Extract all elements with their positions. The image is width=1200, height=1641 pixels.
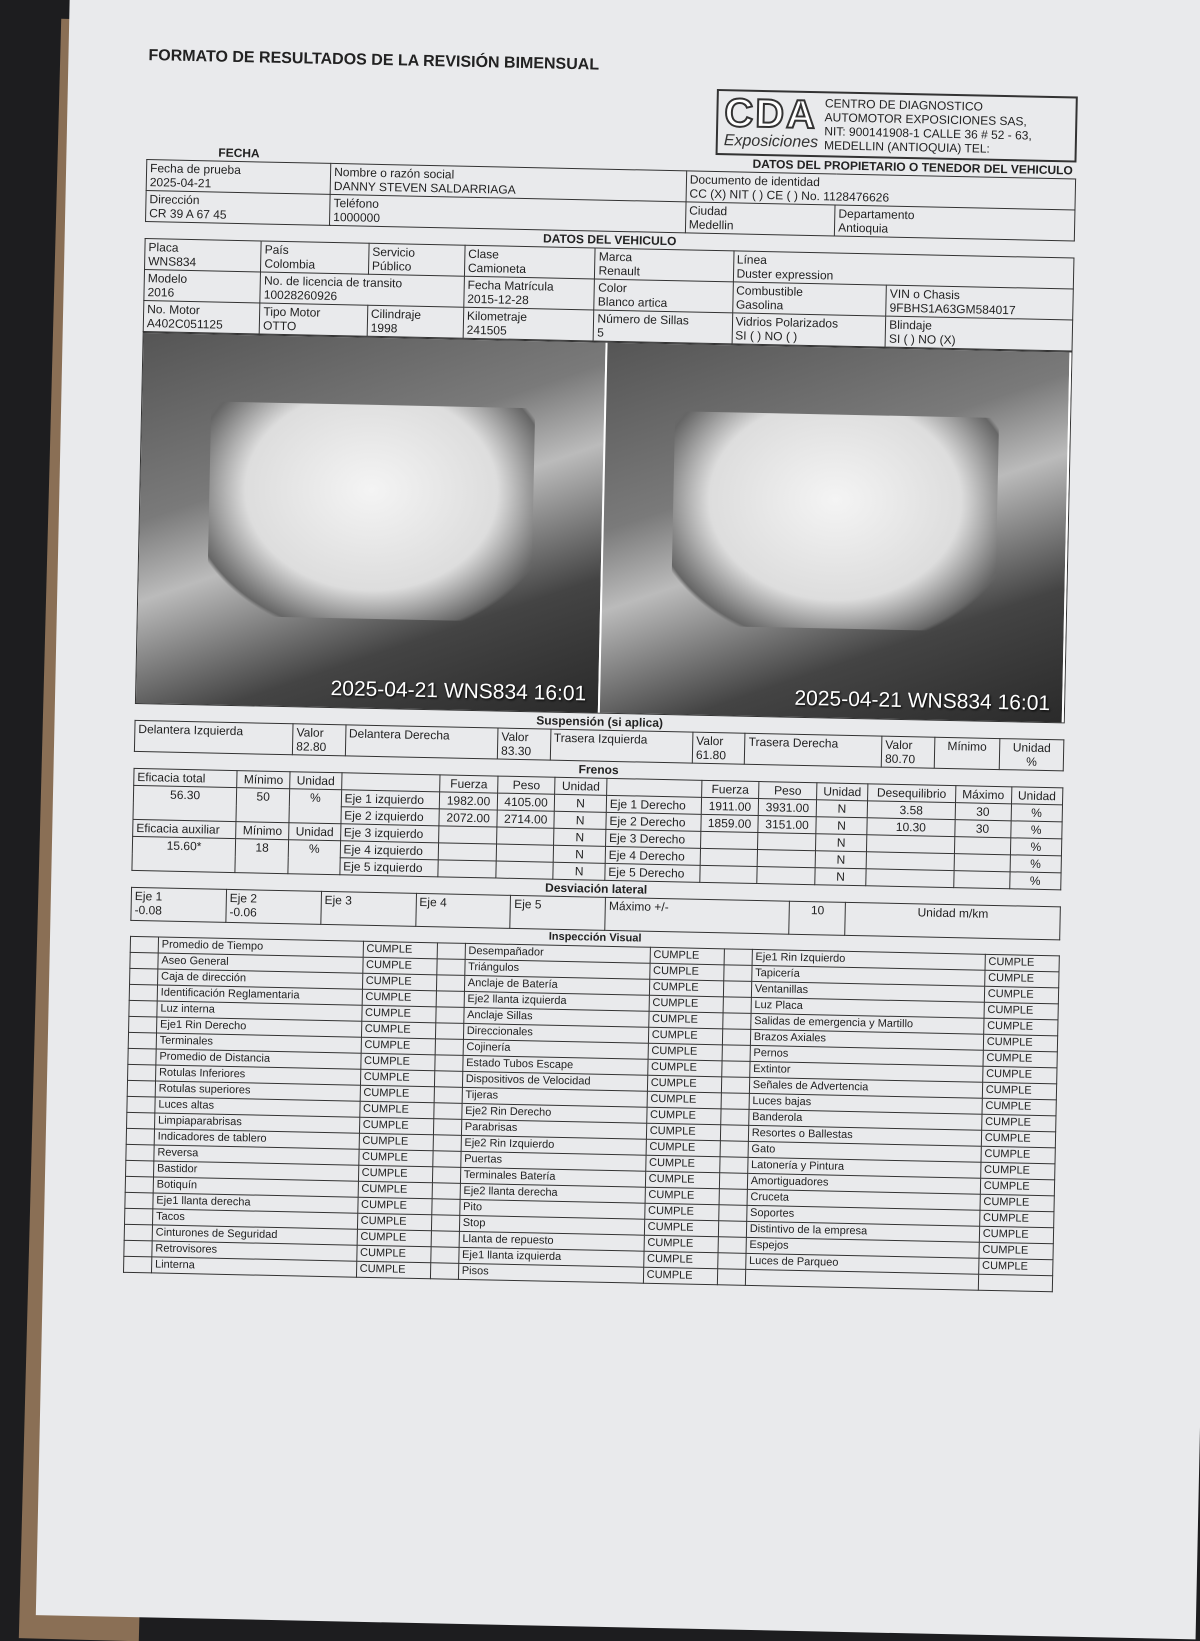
axle-right: Eje 2 Derecho xyxy=(609,813,686,830)
label: Eje 2 xyxy=(229,890,258,906)
label: Número de Sillas xyxy=(597,311,690,328)
inspection-item: Eje2 llanta izquierda xyxy=(467,992,567,1008)
inspection-status: CUMPLE xyxy=(360,1230,407,1244)
unit: N xyxy=(576,796,586,811)
inspection-status: CUMPLE xyxy=(649,1124,696,1138)
inspection-status: CUMPLE xyxy=(366,942,413,956)
inspection-status: CUMPLE xyxy=(365,958,413,972)
label: Eficacia total xyxy=(137,770,206,786)
axle-right: Eje 1 Derecho xyxy=(609,796,686,813)
label: Peso xyxy=(512,777,541,793)
inspection-status: CUMPLE xyxy=(361,1182,408,1196)
vin: 9FBHS1A63GM584017 xyxy=(889,300,1016,318)
label: Placa xyxy=(148,240,179,255)
seats: 5 xyxy=(597,325,605,340)
suspension-position: Trasera Izquierda xyxy=(553,730,648,747)
axle-right: Eje 4 Derecho xyxy=(608,847,685,864)
vehicle-photo-rear xyxy=(600,343,1072,723)
inspection-status: CUMPLE xyxy=(646,1252,694,1266)
axle-left: Eje 1 izquierdo xyxy=(344,791,425,808)
inspection-status: CUMPLE xyxy=(359,1262,406,1276)
inspection-status: CUMPLE xyxy=(653,948,700,962)
suspension-position: Trasera Derecha xyxy=(748,734,839,751)
inspection-status: CUMPLE xyxy=(651,1028,698,1042)
inspection-item: Eje2 Rin Derecho xyxy=(465,1104,552,1119)
force-right: 1859.00 xyxy=(707,815,752,831)
inspection-status: CUMPLE xyxy=(361,1150,409,1164)
inspection-item: Retrovisores xyxy=(155,1242,218,1256)
max: 30 xyxy=(976,804,990,819)
inspection-status: CUMPLE xyxy=(365,974,412,988)
label: Documento de identidad xyxy=(689,172,821,190)
inspection-item: Rotulas Inferiores xyxy=(158,1066,246,1081)
service: Público xyxy=(371,258,412,274)
inspection-item: Tacos xyxy=(155,1210,185,1224)
inspection-status: CUMPLE xyxy=(649,1140,696,1154)
label: Dirección xyxy=(149,192,200,208)
country: Colombia xyxy=(264,256,316,272)
label: No. de licencia de transito xyxy=(263,273,403,291)
logo-line: NIT: 900141908-1 CALLE 36 # 52 - 63, xyxy=(824,124,1032,143)
unit: % xyxy=(309,790,321,805)
max: 30 xyxy=(975,821,990,836)
aux-efficiency: 15.60* xyxy=(166,838,202,854)
inspection-item: Estado Tubos Escape xyxy=(466,1056,574,1072)
label: Vidrios Polarizados xyxy=(735,314,839,331)
inspection-item: Distintivo de la empresa xyxy=(749,1222,868,1238)
owner-document: CC (X) NIT ( ) CE ( ) No. 1128476626 xyxy=(689,186,890,205)
unit: N xyxy=(837,818,847,833)
inspection-status: CUMPLE xyxy=(982,1243,1029,1257)
inspection-status: CUMPLE xyxy=(365,990,412,1004)
unit: N xyxy=(575,813,585,828)
inspection-item: Salidas de emergencia y Martillo xyxy=(754,1014,914,1031)
tinted-windows: SI ( ) NO ( ) xyxy=(735,328,798,344)
inspection-status: CUMPLE xyxy=(648,1172,695,1186)
photo-stamp: 2025-04-21 WNS834 16:01 xyxy=(330,677,587,706)
label: Unidad xyxy=(823,784,862,800)
vehicle-table xyxy=(143,222,1075,351)
suspension-position: Delantera Derecha xyxy=(348,726,450,743)
inspection-status: CUMPLE xyxy=(364,1006,412,1020)
visual-inspection-table xyxy=(123,921,1060,1292)
label: Unidad xyxy=(561,778,601,794)
inspection-item: Linterna xyxy=(154,1258,195,1272)
label: Unidad xyxy=(295,824,334,840)
label: Unidad xyxy=(296,773,335,789)
total-efficiency: 56.30 xyxy=(169,787,201,803)
deviation-section-title: Desviación lateral xyxy=(544,880,648,897)
inspection-item: Eje1 llanta derecha xyxy=(156,1194,251,1209)
label: Unidad xyxy=(1012,740,1051,756)
inspection-item: Eje1 Rin Derecho xyxy=(159,1018,247,1033)
suspension-value: 82.80 xyxy=(296,739,327,754)
label: Combustible xyxy=(736,283,804,299)
owner-city: Medellin xyxy=(688,217,734,233)
inspection-status: CUMPLE xyxy=(646,1268,693,1282)
label: Eficacia auxiliar xyxy=(136,820,220,837)
inspection-status: CUMPLE xyxy=(986,1035,1033,1049)
model: 2016 xyxy=(147,285,175,300)
weight-left: 2714.00 xyxy=(503,811,548,827)
document-page xyxy=(36,0,1200,1639)
inspection-status: CUMPLE xyxy=(649,1108,697,1122)
color: Blanco artica xyxy=(597,294,668,310)
inspection-status: CUMPLE xyxy=(983,1179,1030,1193)
unit: N xyxy=(837,801,847,816)
inspection-status: CUMPLE xyxy=(986,1051,1033,1065)
inspection-item: Luz interna xyxy=(160,1002,215,1016)
unit: % xyxy=(1030,856,1041,871)
inspection-status: CUMPLE xyxy=(985,1115,1032,1129)
force-left: 1982.00 xyxy=(446,793,491,809)
inspection-item: Eje1 llanta izquierda xyxy=(461,1248,562,1263)
inspection-status: CUMPLE xyxy=(650,1060,698,1074)
vehicle-photos xyxy=(135,332,1073,723)
inspection-status: CUMPLE xyxy=(359,1246,407,1260)
weight-right: 3151.00 xyxy=(765,817,809,833)
label: Máximo xyxy=(962,787,1005,803)
logo-line: CENTRO DE DIAGNOSTICO xyxy=(824,96,984,114)
line: Duster expression xyxy=(736,266,834,283)
inspection-status: CUMPLE xyxy=(362,1134,409,1148)
inspection-item: Luces altas xyxy=(158,1098,215,1112)
inspection-item: Dispositivos de Velocidad xyxy=(465,1072,591,1088)
label: Kilometraje xyxy=(466,308,528,325)
vehicle-photo-front xyxy=(136,333,608,713)
armored: SI ( ) NO (X) xyxy=(888,331,956,348)
label: Eje 5 xyxy=(514,896,542,912)
owner-department: Antioquia xyxy=(838,220,889,236)
label: Departamento xyxy=(838,206,915,223)
inspection-status: CUMPLE xyxy=(363,1086,410,1100)
owner-name: DANNY STEVEN SALDARRIAGA xyxy=(333,178,516,197)
suspension-value: 83.30 xyxy=(500,743,532,759)
imbalance: 10.30 xyxy=(895,819,927,835)
owner-section-title: DATOS DEL PROPIETARIO O TENEDOR DEL VEHICULO xyxy=(752,156,1073,178)
label: Valor xyxy=(501,729,529,745)
inspection-status: CUMPLE xyxy=(652,980,699,994)
axle-left: Eje 2 izquierdo xyxy=(344,808,424,825)
label: Fuerza xyxy=(711,782,750,797)
inspection-status: CUMPLE xyxy=(651,1044,698,1058)
displacement: 1998 xyxy=(370,320,398,336)
fuel: Gasolina xyxy=(735,297,784,313)
inspection-status: CUMPLE xyxy=(360,1198,408,1212)
inspection-item: Stop xyxy=(462,1216,486,1230)
brakes-table xyxy=(131,752,1063,890)
label: Valor xyxy=(885,737,913,753)
axle-right: Eje 5 Derecho xyxy=(608,864,685,881)
inspection-status: CUMPLE xyxy=(988,955,1035,969)
inspection-item: Luces bajas xyxy=(752,1094,812,1109)
imbalance: 3.58 xyxy=(899,802,924,818)
inspection-status: CUMPLE xyxy=(360,1214,407,1228)
label: Fecha de prueba xyxy=(149,161,241,178)
axle-right: Eje 3 Derecho xyxy=(608,830,686,847)
engine-type: OTTO xyxy=(262,318,297,334)
inspection-item: Desempañador xyxy=(468,944,544,959)
label: Tipo Motor xyxy=(263,304,321,320)
axle-left: Eje 5 izquierdo xyxy=(343,859,423,875)
inspection-status: CUMPLE xyxy=(652,996,699,1010)
brand: Renault xyxy=(598,263,641,279)
inspection-item: Caja de dirección xyxy=(160,970,247,985)
label: Fuerza xyxy=(450,776,488,792)
inspection-item: Eje1 Rin Izquierdo xyxy=(755,950,846,965)
inspection-item: Pernos xyxy=(753,1046,789,1060)
label: Mínimo xyxy=(947,738,987,754)
inspection-item: Botiquín xyxy=(156,1178,198,1192)
unit: % xyxy=(1029,873,1041,888)
label: Teléfono xyxy=(333,195,380,211)
class: Camioneta xyxy=(467,260,527,277)
inspection-item: Amortiguadores xyxy=(750,1174,829,1189)
inspection-status: CUMPLE xyxy=(987,987,1034,1001)
inspection-status: CUMPLE xyxy=(648,1188,695,1202)
inspection-status: CUMPLE xyxy=(984,1131,1031,1145)
weight-right: 3931.00 xyxy=(765,800,810,816)
inspection-item: Llanta de repuesto xyxy=(462,1232,554,1247)
inspection-status: CUMPLE xyxy=(984,1147,1031,1161)
unit: N xyxy=(836,869,845,884)
inspection-status: CUMPLE xyxy=(362,1102,410,1116)
inspection-item: Aseo General xyxy=(161,954,229,968)
inspection-item: Eje2 Rin Izquierdo xyxy=(464,1136,555,1151)
label: Clase xyxy=(468,246,500,262)
engine-number: A402C051125 xyxy=(146,316,223,332)
axle-left: Eje 3 izquierdo xyxy=(343,825,424,842)
photo-stamp: 2025-04-21 WNS834 16:01 xyxy=(794,686,1051,716)
owner-phone: 1000000 xyxy=(333,209,381,225)
force-right: 1911.00 xyxy=(708,798,752,814)
vehicle-section-title: DATOS DEL VEHICULO xyxy=(542,231,677,249)
document-title: FORMATO DE RESULTADOS DE LA REVISIÓN BIMENSUAL xyxy=(148,47,600,74)
unit: N xyxy=(574,864,584,879)
inspection-status: CUMPLE xyxy=(650,1076,697,1090)
registration-date: 2015-12-28 xyxy=(467,291,529,308)
inspection-status: CUMPLE xyxy=(647,1220,694,1234)
inspection-status: CUMPLE xyxy=(363,1070,410,1084)
inspection-status: CUMPLE xyxy=(362,1118,409,1132)
weight-left: 4105.00 xyxy=(504,794,548,810)
cda-logo xyxy=(716,89,1078,163)
deviation-value: -0.06 xyxy=(229,904,257,920)
logo-line: AUTOMOTOR EXPOSICIONES SAS, xyxy=(824,110,1027,129)
inspection-item: Parabrisas xyxy=(464,1120,518,1135)
inspection-item: Banderola xyxy=(752,1110,803,1125)
inspection-status: CUMPLE xyxy=(987,1003,1034,1017)
inspection-item: Ventanillas xyxy=(754,982,809,997)
deviation-value: -0.08 xyxy=(134,902,163,918)
inspection-item: Terminales xyxy=(159,1034,214,1048)
label: VIN o Chasis xyxy=(889,286,961,303)
inspection-item: Tapicería xyxy=(755,966,800,980)
label: Color xyxy=(598,280,627,296)
inspection-status: CUMPLE xyxy=(985,1083,1032,1097)
inspection-item: Latonería y Pintura xyxy=(750,1158,845,1173)
label: País xyxy=(264,242,289,258)
inspection-item: Terminales Batería xyxy=(463,1168,556,1183)
suspension-value: 61.80 xyxy=(695,747,727,763)
inspection-status: CUMPLE xyxy=(988,971,1035,985)
inspection-status: CUMPLE xyxy=(364,1022,411,1036)
inspection-item: Espejos xyxy=(749,1238,789,1252)
logo-mark: CDA xyxy=(723,91,818,138)
inspection-status: CUMPLE xyxy=(648,1156,696,1170)
inspection-status: CUMPLE xyxy=(363,1054,411,1068)
unit: % xyxy=(1030,839,1042,854)
label: Valor xyxy=(696,733,724,749)
inspection-item: Reversa xyxy=(157,1146,199,1160)
total-efficiency-min: 50 xyxy=(256,789,271,804)
unit: % xyxy=(1031,805,1043,820)
inspection-status: CUMPLE xyxy=(982,1211,1030,1225)
inspection-status: CUMPLE xyxy=(981,1259,1029,1273)
label: Eje 4 xyxy=(419,894,447,910)
label: Peso xyxy=(773,783,802,798)
inspection-item: Tijeras xyxy=(465,1088,499,1102)
unit: N xyxy=(575,830,585,845)
suspension-position: Delantera Izquierda xyxy=(138,722,244,739)
inspection-item: Promedio de Distancia xyxy=(159,1050,271,1065)
inspection-status: CUMPLE xyxy=(986,1067,1033,1081)
label: Mínimo xyxy=(242,823,283,839)
inspection-item: Promedio de Tiempo xyxy=(161,938,264,953)
inspection-item: Pisos xyxy=(461,1264,489,1278)
inspection-status: CUMPLE xyxy=(982,1227,1029,1241)
inspection-item: Señales de Advertencia xyxy=(752,1078,869,1094)
unit: % xyxy=(308,841,320,856)
label: Nombre o razón social xyxy=(334,164,455,182)
inspection-item: Extintor xyxy=(753,1062,791,1076)
logo-sub: Exposiciones xyxy=(723,132,819,152)
inspection-item: Pito xyxy=(462,1200,483,1214)
label: No. Motor xyxy=(147,302,201,318)
inspection-item: Identificación Reglamentaria xyxy=(160,986,300,1002)
inspection-item: Gato xyxy=(751,1142,776,1156)
label: Modelo xyxy=(147,271,188,286)
label: Valor xyxy=(296,725,324,740)
label: Mínimo xyxy=(243,772,284,788)
inspection-item: Indicadores de tablero xyxy=(157,1130,267,1145)
fecha-header: FECHA xyxy=(218,145,260,161)
label: Blindaje xyxy=(889,317,933,333)
inspection-status: CUMPLE xyxy=(364,1038,411,1052)
force-left: 2072.00 xyxy=(446,810,491,826)
axle-left: Eje 4 izquierdo xyxy=(343,842,424,859)
inspection-item: Anclaje de Batería xyxy=(467,976,558,991)
inspection-status: CUMPLE xyxy=(985,1099,1032,1113)
inspection-status: CUMPLE xyxy=(647,1204,695,1218)
label: Servicio xyxy=(372,244,416,260)
label: Fecha Matrícula xyxy=(467,277,554,294)
inspection-status: CUMPLE xyxy=(361,1166,408,1180)
label: Máximo +/- xyxy=(608,898,669,915)
inspection-status: CUMPLE xyxy=(983,1195,1030,1209)
plate: WNS834 xyxy=(148,254,197,270)
inspection-status: CUMPLE xyxy=(652,964,700,978)
label: Desequilibrio xyxy=(876,785,947,801)
inspection-item: Eje2 llanta derecha xyxy=(463,1184,558,1199)
inspection-item: Resortes o Ballestas xyxy=(751,1126,853,1142)
inspection-item: Soportes xyxy=(749,1206,795,1220)
label: Marca xyxy=(598,249,633,265)
inspection-status: CUMPLE xyxy=(651,1012,699,1026)
label: Ciudad xyxy=(689,203,728,219)
unit: N xyxy=(836,852,846,867)
unit: N xyxy=(575,847,584,862)
label: Cilindraje xyxy=(370,306,422,322)
inspection-section-title: Inspección Visual xyxy=(548,930,642,945)
suspension-section-title: Suspensión (si aplica) xyxy=(536,713,664,731)
inspection-item: Cojinería xyxy=(466,1040,511,1054)
label: Eje 3 xyxy=(324,892,353,908)
inspection-item: Luces de Parqueo xyxy=(748,1254,839,1269)
brakes-section-title: Frenos xyxy=(578,762,619,778)
unit: Unidad m/km xyxy=(917,905,989,921)
unit: N xyxy=(836,835,846,850)
unit: % xyxy=(1030,822,1042,837)
suspension-value: 80.70 xyxy=(884,751,916,767)
inspection-status: CUMPLE xyxy=(647,1236,694,1250)
mileage: 241505 xyxy=(466,322,507,338)
inspection-item: Luz Placa xyxy=(754,998,803,1012)
owner-address: CR 39 A 67 45 xyxy=(149,206,227,222)
label: Unidad xyxy=(1017,788,1057,804)
inspection-status: CUMPLE xyxy=(983,1163,1031,1177)
inspection-item: Cruceta xyxy=(750,1190,790,1204)
inspection-item: Bastidor xyxy=(156,1162,198,1176)
inspection-item: Direccionales xyxy=(466,1024,533,1039)
inspection-item: Cinturones de Seguridad xyxy=(155,1226,278,1242)
inspection-item: Triángulos xyxy=(468,960,520,975)
inspection-item: Limpiaparabrisas xyxy=(157,1114,242,1129)
inspection-item: Rotulas superiores xyxy=(158,1082,251,1097)
label: Línea xyxy=(736,252,768,268)
inspection-item: Anclaje Sillas xyxy=(467,1008,533,1023)
license: 10028260926 xyxy=(263,287,338,304)
logo-line: MEDELLIN (ANTIOQUIA) TEL: xyxy=(823,138,990,156)
inspection-item: Brazos Axiales xyxy=(753,1030,827,1045)
inspection-status: CUMPLE xyxy=(987,1019,1034,1033)
inspection-status: CUMPLE xyxy=(650,1092,697,1106)
deviation-max: 10 xyxy=(810,903,825,918)
inspection-item: Puertas xyxy=(463,1152,503,1166)
unit: % xyxy=(1026,754,1037,769)
label: Eje 1 xyxy=(134,888,163,904)
test-date: 2025-04-21 xyxy=(149,175,212,191)
aux-efficiency-min: 18 xyxy=(255,840,269,855)
